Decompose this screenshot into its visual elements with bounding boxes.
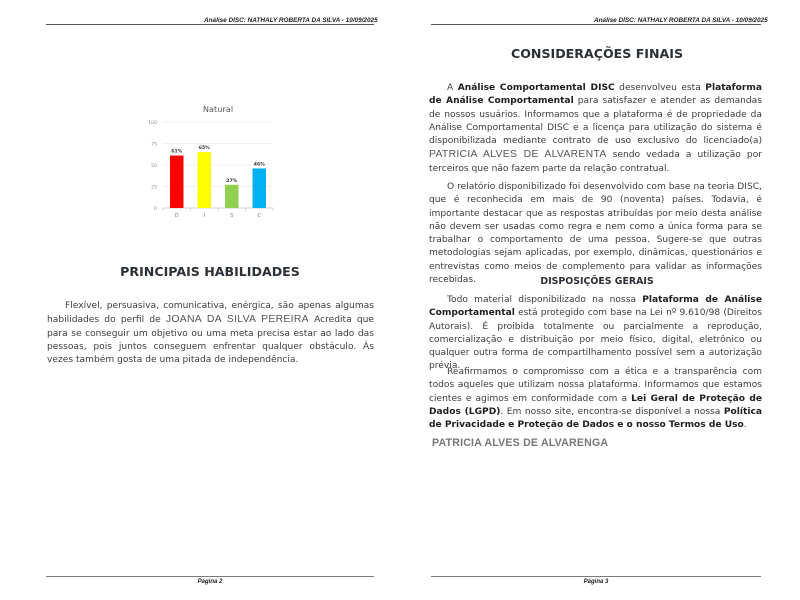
data-label-C: 46% <box>253 162 265 168</box>
signature-name: PATRICIA ALVES DE ALVARENGA <box>432 437 609 449</box>
y-tick-label: 25 <box>151 185 157 191</box>
y-tick-label: 50 <box>151 163 157 169</box>
habilidades-text-2: Acredita que para se conseguir um objetivo ou uma meta precisa estar ao lado das pessoas, pois juntos conseguem enfrentar qualquer obstáculo. Às vezes também gosta de uma pitada de independência. <box>47 315 374 366</box>
p4-bold-lgpd: Lei Geral de Proteção de Dados (LGPD) <box>429 393 763 417</box>
x-tick-label-C: C <box>257 214 261 219</box>
p4-text-a: Reafirmamos o compromisso com a ética e a transparência com todos aqueles que utilizam nossa plataforma. Informamos que estamos cientes e agimos em conformidade com a <box>429 367 762 404</box>
bar-D <box>170 156 184 208</box>
habilidades-paragraph <box>47 300 374 367</box>
header-rule <box>431 24 761 25</box>
profile-name: JOANA DA SILVA PEREIRA <box>165 314 309 326</box>
p1-text-a: A <box>447 83 458 93</box>
p4-text-c: . Em nosso site, encontra-se disponível a nossa <box>500 406 724 417</box>
habilidades-text-1: Flexível, persuasiva, comunicativa, enérgica, são apenas algumas habilidades do perfil de <box>47 301 374 326</box>
disposicoes-paragraph <box>429 294 762 374</box>
page-header: Análise DISC: NATHALY ROBERTA DA SILVA - 10/09/2025 <box>204 17 378 24</box>
p3-text-c: está protegido com base na Lei nº 9.610/98 (Direitos Autorais). É proibida totalmente ou parcialmente a reprodução, comercialização e distribuição por meio físico, digital, eletrônico ou qualquer outra forma de compartilhamento possível sem a autorização prévia. <box>429 308 762 372</box>
page-number: Página 2 <box>197 579 223 585</box>
licensee-name: PATRICIA ALVES DE ALVARENTA <box>429 149 607 161</box>
consideracoes-paragraph-1 <box>429 82 762 176</box>
p3-bold-1: Plataforma de Análise Comportamental <box>429 295 762 319</box>
footer-rule <box>431 576 761 577</box>
p1-bold-2: Plataforma de Análise Comportamental <box>429 83 762 107</box>
chart-title: Natural <box>202 104 234 114</box>
data-label-D: 61% <box>171 149 183 155</box>
p1-text-e: sendo vedada a utilização por terceiros que não fazem parte da relação contratual. <box>429 150 762 174</box>
page-number: Página 3 <box>583 579 609 585</box>
header-rule <box>46 24 374 25</box>
reafirmamos-paragraph <box>429 366 762 432</box>
subsection-title-disposicoes-gerais: DISPOSIÇÕES GERAIS <box>540 276 654 287</box>
data-label-S: 27% <box>226 178 238 184</box>
page-header: Análise DISC: NATHALY ROBERTA DA SILVA - 10/09/2025 <box>594 17 768 24</box>
section-title-principais-habilidades: PRINCIPAIS HABILIDADES <box>120 264 300 279</box>
p4-text-d: . <box>743 420 747 431</box>
footer-rule <box>46 576 374 577</box>
p1-text-d: para satisfazer e atender as demandas de nossos usuários. Informamos que a plataforma é de propriedade da Análise Comportamental DISC e a licença para utilização do sistema é disponibilizada mediante contrato de uso exclusivo do licenciado(a) <box>429 96 762 147</box>
bar-S <box>225 185 239 208</box>
data-label-I: 65% <box>198 146 210 152</box>
p4-bold-politica: Política de Privacidade e Proteção de Dados e o nosso Termos de Uso <box>429 406 763 431</box>
p1-bold-1: Análise Comportamental DISC <box>457 83 615 93</box>
bar-I <box>198 152 212 208</box>
y-tick-label: 75 <box>151 142 157 148</box>
chart-natural <box>130 95 290 225</box>
x-tick-label-D: D <box>174 214 179 219</box>
y-tick-label: 100 <box>148 120 157 126</box>
p3-text-a: Todo material disponibilizado na nossa <box>447 295 643 305</box>
page-3 <box>400 0 800 600</box>
section-title-consideracoes-finais: CONSIDERAÇÕES FINAIS <box>510 46 684 61</box>
p1-text-c: desenvolveu esta <box>614 83 706 93</box>
y-tick-label: 0 <box>154 206 157 212</box>
consideracoes-paragraph-2: O relatório disponibilizado foi desenvolvido com base na teoria DISC, que é reconhecida em mais de 90 (noventa) países. Todavia, é importante destacar que as respostas atribuídas por meio desta análise não devem ser usadas como regra e nem como a única forma para se trabalhar o comportamento de uma pessoa. Sugere-se que outras metodologias sejam aplicadas, por exemplo, dinâmicas, questionários e entrevistas como meios de complemento para validar as informações recebidas. <box>429 182 762 286</box>
x-tick-label-S: S <box>230 214 234 219</box>
bar-C <box>253 168 267 208</box>
x-tick-label-I: I <box>203 214 205 219</box>
chart-svg <box>130 95 290 225</box>
